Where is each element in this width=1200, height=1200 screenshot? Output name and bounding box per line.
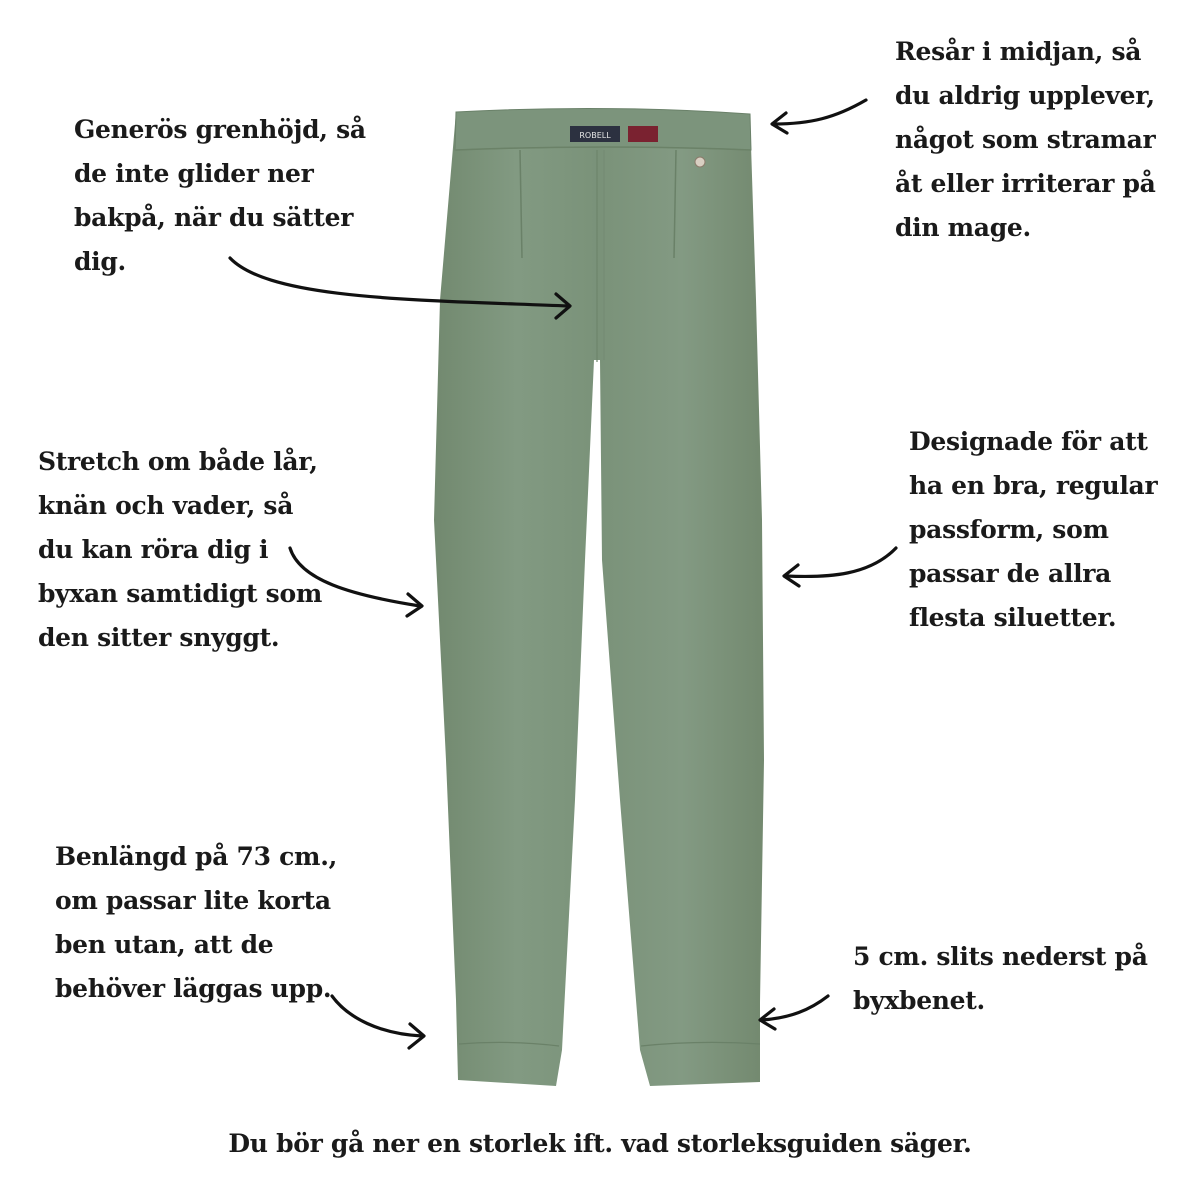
annotation-line: åt eller irriterar på [895, 169, 1156, 198]
trousers [434, 108, 764, 1086]
annotation-line: ha en bra, regular [909, 471, 1158, 500]
arrow-fit-icon [784, 548, 896, 586]
annotation-stretch [38, 440, 322, 660]
annotation-line: dig. [74, 247, 126, 276]
annotation-regular-fit [909, 420, 1157, 640]
annotation-line: 5 cm. slits nederst på [853, 942, 1148, 971]
annotation-line: du aldrig upplever, [895, 81, 1155, 110]
annotation-line: byxan samtidigt som [38, 579, 322, 608]
annotation-line: Benlängd på 73 cm., [55, 842, 338, 871]
annotation-line: din mage. [895, 213, 1031, 242]
arrow-waist-icon [772, 100, 866, 133]
annotation-crotch-height [74, 108, 366, 284]
arrow-length-icon [332, 996, 424, 1048]
annotation-leg-length [55, 835, 337, 1011]
arrow-slit-icon [760, 996, 828, 1029]
annotation-line: knän och vader, så [38, 491, 294, 520]
waist-button-icon [695, 157, 705, 167]
annotation-line: byxbenet. [853, 986, 985, 1015]
annotation-line: bakpå, när du sätter [74, 203, 354, 232]
annotation-line: behöver läggas upp. [55, 974, 332, 1003]
svg-text:ROBELL: ROBELL [579, 131, 611, 140]
annotation-elastic-waist [895, 30, 1156, 250]
annotation-line: Resår i midjan, så [895, 37, 1142, 66]
annotation-line: Generös grenhöjd, så [74, 115, 366, 144]
annotation-line: Designade för att [909, 427, 1148, 456]
size-advice-footer: Du bör gå ner en storlek ift. vad storleksguiden säger. [228, 1129, 972, 1158]
annotation-line: du kan röra dig i [38, 535, 269, 564]
annotation-line: Stretch om både lår, [38, 447, 318, 476]
brand-label [570, 126, 620, 142]
annotation-line: något som stramar [895, 125, 1156, 154]
annotation-line: ben utan, att de [55, 930, 274, 959]
annotation-line: passar de allra [909, 559, 1112, 588]
annotation-line: de inte glider ner [74, 159, 314, 188]
annotation-line: passform, som [909, 515, 1109, 544]
annotation-line: den sitter snyggt. [38, 623, 280, 652]
size-label [628, 126, 658, 142]
annotation-line: flesta siluetter. [909, 603, 1117, 632]
annotation-line: om passar lite korta [55, 886, 331, 915]
annotation-hem-slit [853, 935, 1148, 1023]
